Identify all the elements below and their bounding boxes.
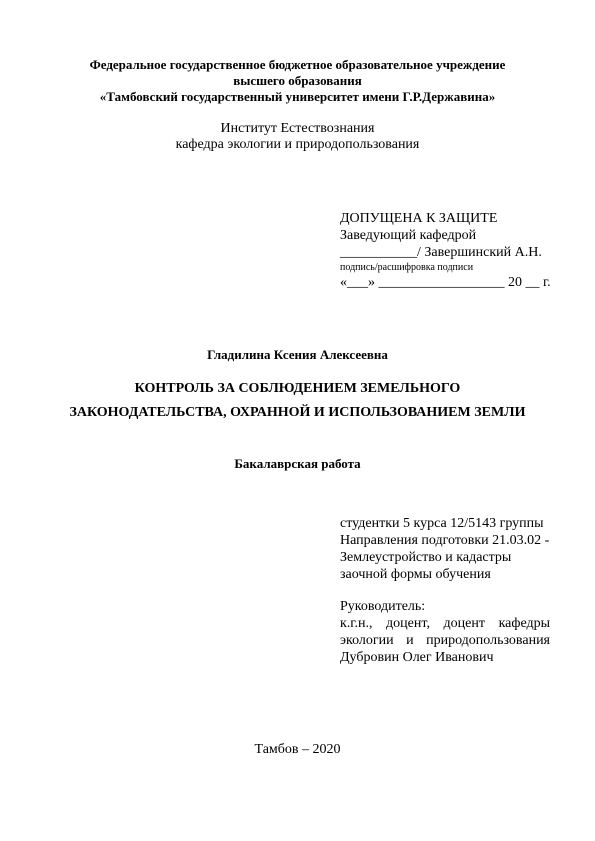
supervisor-line-1: к.г.н., доцент, доцент кафедры [340,616,550,631]
approval-title: ДОПУЩЕНА К ЗАЩИТЕ [340,211,498,226]
thesis-title-line-2: ЗАКОНОДАТЕЛЬСТВА, ОХРАННОЙ И ИСПОЛЬЗОВАНИЕМ ЗЕМЛИ [69,405,526,420]
institution-line-2: высшего образования [233,73,362,88]
institution-header [0,57,595,105]
student-info-block [340,515,550,583]
student-info-line-1: студентки 5 курса 12/5143 группы [340,516,544,531]
institution-line-1: Федеральное государственное бюджетное образовательное учреждение [89,57,506,72]
student-info-line-2: Направления подготовки 21.03.02 - [340,533,550,548]
institute-name: Институт Естествознания [220,121,375,136]
student-info-line-3: Землеустройство и кадастры [340,550,512,565]
thesis-title [0,377,595,425]
supervisor-line-3: Дубровин Олег Иванович [340,650,494,665]
work-type: Бакалаврская работа [234,456,361,471]
author-name: Гладилина Ксения Алексеевна [207,347,388,362]
approval-date-line: «___» __________________ 20 __ г. [340,275,551,290]
supervisor-block [340,598,550,666]
supervisor-line-2: экологии и природопользования [340,633,550,648]
supervisor-label: Руководитель: [340,599,426,614]
institution-line-3: «Тамбовский государственный университет имени Г.Р.Державина» [99,89,496,104]
thesis-title-line-1: КОНТРОЛЬ ЗА СОБЛЮДЕНИЕМ ЗЕМЕЛЬНОГО [134,381,461,396]
institute-block [0,121,595,153]
approval-block [340,210,550,291]
approval-role: Заведующий кафедрой [340,228,477,243]
student-info-line-4: заочной формы обучения [340,567,491,582]
approval-signature-caption: подпись/расшифровка подписи [340,262,474,273]
city-year: Тамбов – 2020 [254,742,341,757]
department-name: кафедра экологии и природопользования [175,137,420,152]
approval-signature-line: ___________/ Завершинский А.Н. [340,245,542,260]
